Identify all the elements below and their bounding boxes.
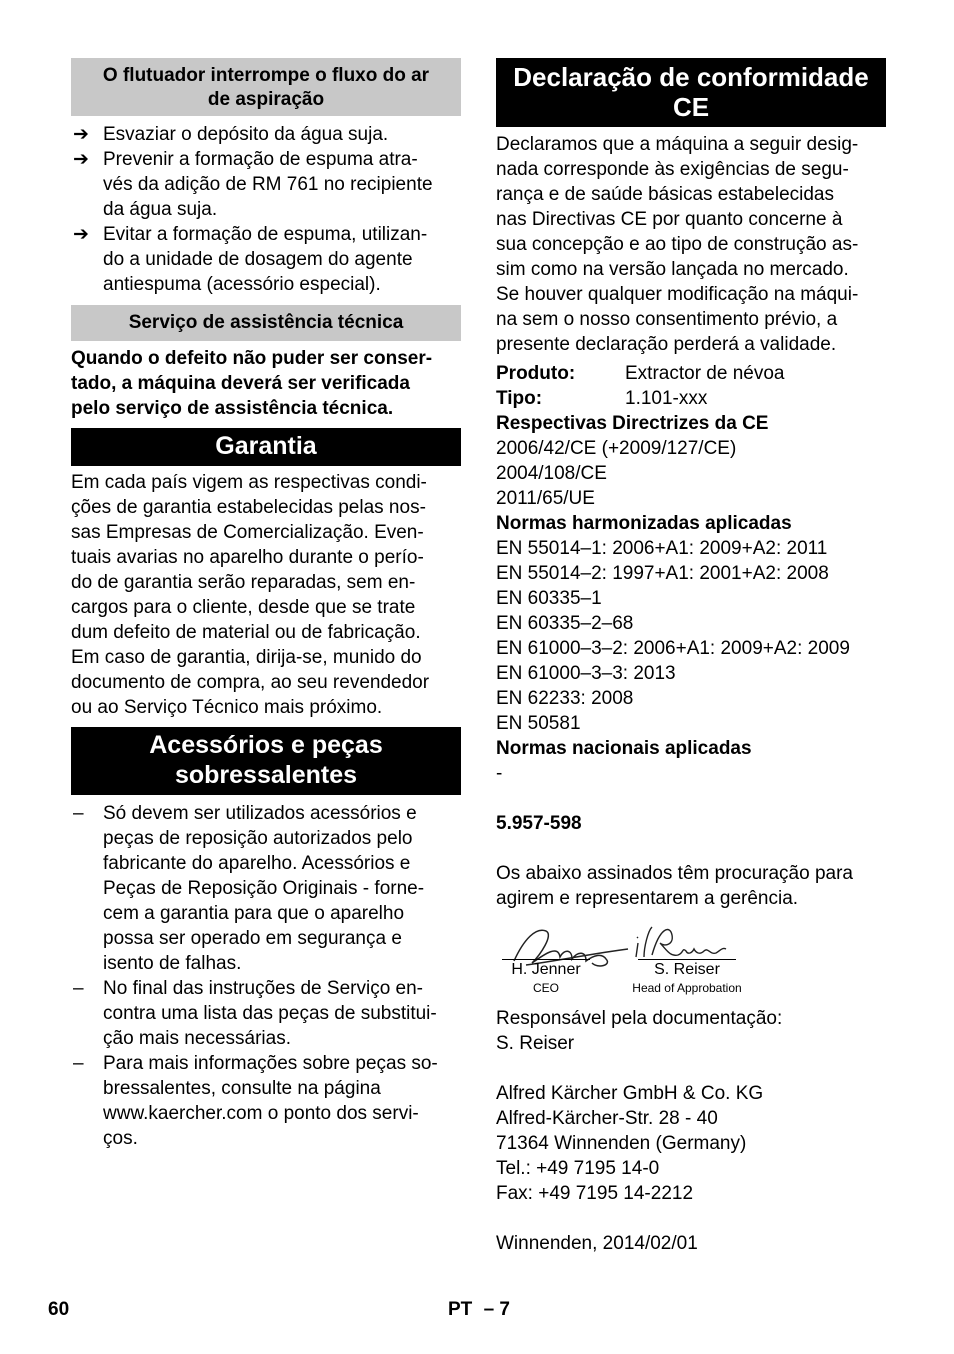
list-item: – Para mais informações sobre peças so- bressalentes, consulte na página www.kaercher.com o ponto dos servi- ços. xyxy=(73,1053,438,1149)
place-date: Winnenden, 2014/02/01 xyxy=(496,1233,698,1254)
heading-warranty: Garantia xyxy=(71,428,461,466)
list-item: – Só devem ser utilizados acessórios e peças de reposição autorizados pelo fabricante do aparelho. Acessórios e Peças de Reposição Originais - forne- cem a garantia para que o aparelho possa ser operado em segurança e isento de falhas. xyxy=(73,803,425,974)
declaration-intro: Declaramos que a máquina a seguir desig- nada corresponde às exigências de segu- rança e de saúde básicas estabelecidas nas Directivas CE por quanto concerne à sua concepção e ao tipo de construção as- sim como na versão lançada no mercado. Se houver qualquer modificação na máqui- na sem o nosso consentimento prévio, a presente declaração perderá a validade. xyxy=(496,134,859,355)
troubleshoot-list xyxy=(71,122,461,297)
directives-section: Respectivas Directrizes da CE 2006/42/CE (+2009/127/CE) 2004/108/CE 2011/65/UE Normas harmonizadas aplicadas EN 55014–1: 2006+A1: 2009+A2: 2011 EN 55014–2: 1997+A1: 2001+A2: 2008 EN 60335–1 EN 60335–2–68 EN 61000–3–2: 2006+A1: 2009+A2: 2009 EN 61000–3–3: 2013 EN 62233: 2008 EN 50581 Normas nacionais aplicadas - 5.957-598 Os abaixo assinados têm procuração para agirem e representarem a gerência. xyxy=(496,411,886,911)
warranty-paragraph: Em cada país vigem as respectivas condi- ções de garantia estabelecidas pelas nos- sas Empresas de Comercialização. Even- tuais avarias no aparelho durante o perío- do de garantia serão reparadas, sem en- cargos para o cliente, desde que se trate dum defeito de material ou de fabricação. Em caso de garantia, dirija-se, munido do documento de compra, ao seu revendedor ou ao Serviço Técnico mais próximo. xyxy=(71,472,430,718)
heading-float-interrupts: O flutuador interrompe o fluxo do ar de aspiração xyxy=(71,58,461,116)
list-item: ➔ Prevenir a formação de espuma atra- vés da adição de RM 761 no recipiente da água suja. xyxy=(73,149,433,220)
list-item: ➔ Evitar a formação de espuma, utilizan- do a unidade de dosagem do agente antiespuma (acessório especial). xyxy=(73,224,428,295)
heading-accessories: Acessórios e peças sobressalentes xyxy=(71,727,461,795)
dash-marker: – xyxy=(73,978,84,999)
list-item: ➔ Esvaziar o depósito da água suja. xyxy=(73,124,389,145)
product-row: Produto: Extractor de névoa xyxy=(496,363,785,384)
signer-jenner: H. Jenner CEO xyxy=(502,959,590,996)
list-item: – No final das instruções de Serviço en- contra uma lista das peças de substitui- ção mais necessárias. xyxy=(73,978,437,1049)
signatures xyxy=(496,911,886,1006)
accessories-list xyxy=(71,801,461,1151)
type-row: Tipo: 1.101-xxx xyxy=(496,388,708,409)
signer-reiser: S. Reiser Head of Approbation xyxy=(632,961,742,995)
arrow-right-icon: ➔ xyxy=(73,149,89,170)
dash-marker: – xyxy=(73,1053,84,1074)
arrow-right-icon: ➔ xyxy=(73,224,89,245)
section-page: PT – 7 xyxy=(448,1299,510,1320)
left-column xyxy=(71,58,461,1151)
arrow-right-icon: ➔ xyxy=(73,124,89,145)
page-number: 60 xyxy=(48,1299,70,1320)
dash-marker: – xyxy=(73,803,84,824)
documentation-responsible: Responsável pela documentação: S. Reiser Alfred Kärcher GmbH & Co. KG Alfred-Kärcher-Str. 28 - 40 71364 Winnenden (Germany) Tel.: +49 7195 14-0 Fax: +49 7195 14-2212 Winnenden, 2014/02/01 xyxy=(496,1006,886,1256)
right-column xyxy=(496,58,886,1256)
heading-declaration: Declaração de conformidade CE xyxy=(496,58,886,127)
technical-service-paragraph: Quando o defeito não puder ser conser- tado, a máquina deverá ser verificada pelo serviço de assistência técnica. xyxy=(71,348,433,419)
heading-technical-service: Serviço de assistência técnica xyxy=(71,305,461,341)
doc-number: 5.957-598 xyxy=(496,813,582,834)
